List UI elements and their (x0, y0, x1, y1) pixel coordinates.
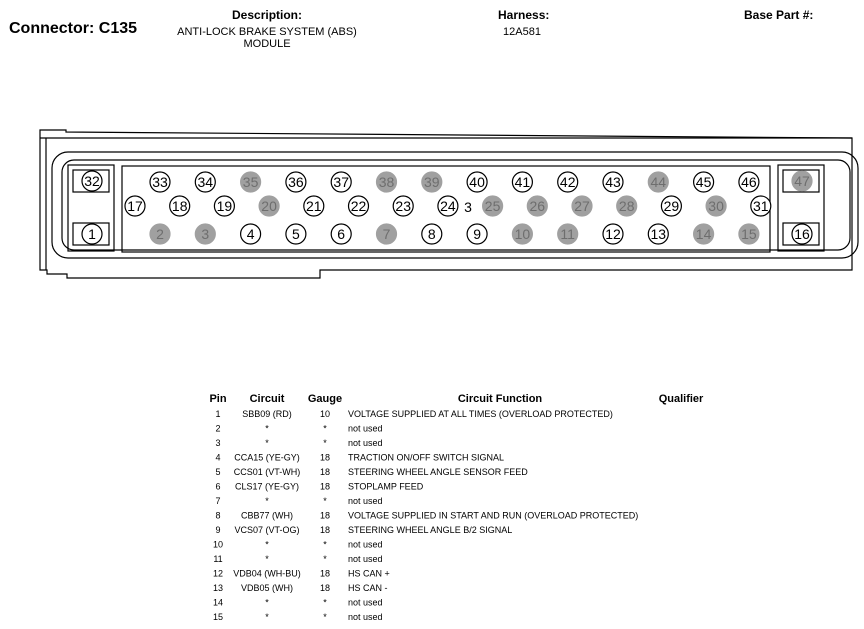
cell-gauge: 18 (319, 583, 331, 593)
cell-gauge: * (323, 597, 327, 608)
pin-number: 6 (337, 226, 346, 242)
harness-label: Harness: (498, 8, 550, 22)
cell-pin: 6 (215, 481, 221, 492)
pin-number: 4 (246, 226, 255, 242)
description-label: Description: (232, 8, 303, 22)
pin-number: 39 (424, 174, 440, 190)
description-value (157, 26, 377, 50)
cell-gauge: 18 (319, 525, 331, 535)
pin-14 (694, 224, 714, 244)
base-part-label: Base Part #: (744, 8, 814, 22)
key-mark: 3 (464, 199, 472, 215)
cell-function: TRACTION ON/OFF SWITCH SIGNAL (348, 452, 505, 463)
table-row (215, 511, 638, 521)
pin-number: 41 (514, 174, 531, 190)
cell-pin: 4 (215, 452, 221, 463)
header-circuit-function: Circuit Function (457, 393, 543, 405)
pin-19 (214, 196, 234, 216)
cell-gauge: 18 (319, 510, 331, 521)
cell-function: not used (348, 496, 383, 506)
pin-21 (304, 196, 324, 216)
pin-36 (286, 172, 306, 192)
table-row (215, 453, 504, 463)
cell-gauge: 18 (319, 467, 331, 477)
pin-number: 12 (605, 226, 621, 242)
pin-8 (422, 224, 442, 244)
cell-pin: 3 (215, 438, 221, 448)
pin-22 (349, 196, 369, 216)
pin-26 (527, 196, 547, 216)
pin-44 (648, 172, 668, 192)
cell-circuit: CCA15 (YE-GY) (234, 452, 300, 463)
pin-25 (483, 196, 503, 216)
pin-45 (694, 172, 714, 192)
cell-gauge: 10 (319, 409, 331, 419)
header-pin: Pin (209, 393, 227, 405)
cell-pin: 8 (215, 510, 221, 521)
cell-gauge: * (323, 612, 327, 622)
pin-27 (572, 196, 592, 216)
cell-circuit: * (265, 423, 269, 434)
pin-42 (558, 172, 578, 192)
pin-number: 26 (529, 198, 546, 214)
pin-3 (195, 224, 215, 244)
pin-number: 29 (663, 198, 680, 214)
pin-number: 32 (84, 173, 100, 189)
pin-number: 2 (156, 226, 164, 242)
table-row (213, 540, 383, 550)
table-row (215, 482, 423, 492)
pin-46 (739, 172, 759, 192)
pin-number: 14 (695, 226, 712, 242)
pin-number: 7 (382, 226, 391, 242)
pin-number: 20 (261, 198, 277, 214)
cell-function: VOLTAGE SUPPLIED IN START AND RUN (OVERLOAD PROTECTED) (348, 510, 639, 521)
cell-circuit: * (265, 438, 269, 448)
pin-17 (125, 196, 145, 216)
cell-circuit: VCS07 (VT-OG) (234, 525, 300, 535)
pin-23 (393, 196, 413, 216)
description-line-2: MODULE (243, 38, 291, 50)
table-row (213, 583, 388, 593)
cell-circuit: * (265, 597, 269, 608)
pin-number: 31 (753, 198, 769, 214)
table-header (209, 393, 704, 405)
pin-29 (661, 196, 681, 216)
pin-number: 19 (216, 198, 233, 214)
cell-function: VOLTAGE SUPPLIED AT ALL TIMES (OVERLOAD PROTECTED) (348, 409, 613, 419)
table-row (213, 554, 382, 564)
table-row (215, 467, 528, 477)
pin-number: 22 (350, 198, 367, 214)
cell-function: HS CAN + (348, 568, 390, 579)
pin-number: 40 (469, 174, 485, 190)
pin-number: 33 (152, 174, 168, 190)
cell-function: not used (348, 438, 383, 448)
cell-circuit: CCS01 (VT-WH) (233, 467, 301, 477)
cell-gauge: * (323, 554, 327, 564)
pin-number: 36 (288, 174, 304, 190)
pin-number: 37 (333, 174, 349, 190)
cell-circuit: CLS17 (YE-GY) (234, 481, 300, 492)
pin-2 (150, 224, 170, 244)
pin-5 (286, 224, 306, 244)
pin-39 (422, 172, 442, 192)
cell-function: HS CAN - (348, 583, 388, 593)
connector-title: Connector: C135 (9, 20, 138, 37)
header-gauge: Gauge (307, 393, 343, 405)
pin-24 (438, 196, 458, 216)
cell-function: STEERING WHEEL ANGLE SENSOR FEED (348, 467, 528, 477)
cell-pin: 14 (212, 597, 224, 608)
pin-number: 47 (794, 173, 810, 189)
pin-number: 23 (395, 198, 411, 214)
pin-47 (792, 171, 812, 191)
pin-16 (792, 224, 812, 244)
pin-number: 18 (171, 198, 188, 214)
pin-32 (82, 171, 102, 191)
pin-31 (751, 196, 771, 216)
pin-41 (512, 172, 532, 192)
pin-number: 38 (378, 174, 395, 190)
pin-number: 3 (201, 226, 210, 242)
pin-6 (331, 224, 351, 244)
pin-13 (648, 224, 668, 244)
cell-gauge: * (323, 423, 327, 434)
pin-number: 27 (574, 198, 590, 214)
cell-pin: 2 (215, 423, 221, 434)
pin-number: 44 (650, 174, 667, 190)
table-row (215, 438, 382, 448)
pin-18 (170, 196, 190, 216)
header-circuit: Circuit (249, 393, 285, 405)
pin-number: 8 (427, 226, 436, 242)
pin-40 (467, 172, 487, 192)
cell-circuit: SBB09 (RD) (242, 409, 292, 419)
cell-pin: 7 (215, 496, 221, 506)
table-row (215, 496, 382, 506)
table-row (213, 598, 383, 608)
cell-pin: 5 (215, 467, 221, 477)
cell-function: not used (348, 597, 383, 608)
pin-number: 25 (484, 198, 501, 214)
pin-number: 11 (560, 226, 575, 242)
cell-gauge: * (323, 496, 327, 506)
pin-30 (706, 196, 726, 216)
cell-pin: 10 (212, 539, 224, 550)
table-row (215, 424, 382, 434)
cell-function: STEERING WHEEL ANGLE B/2 SIGNAL (348, 525, 513, 535)
pin-10 (512, 224, 532, 244)
cell-circuit: VDB04 (WH-BU) (233, 568, 301, 579)
pin-number: 46 (741, 174, 757, 190)
pin-37 (331, 172, 351, 192)
header-qualifier: Qualifier (658, 393, 704, 405)
pin-7 (377, 224, 397, 244)
table-row (215, 525, 512, 535)
pin-number: 16 (794, 226, 810, 242)
table-row (213, 612, 383, 622)
pin-43 (603, 172, 623, 192)
cell-function: STOPLAMP FEED (348, 481, 424, 492)
pin-number: 21 (306, 198, 322, 214)
cell-pin: 1 (215, 409, 221, 419)
cell-gauge: 18 (319, 452, 331, 463)
pin-number: 34 (197, 174, 214, 190)
cell-gauge: 18 (319, 481, 331, 492)
pin-4 (241, 224, 261, 244)
cell-circuit: * (265, 539, 269, 550)
cell-circuit: * (265, 496, 269, 506)
cell-gauge: * (323, 438, 327, 448)
cell-function: not used (348, 539, 383, 550)
cell-pin: 12 (212, 568, 224, 579)
table-body (213, 409, 638, 622)
cell-gauge: * (323, 539, 327, 550)
connector-pins (82, 171, 812, 244)
pin-number: 42 (559, 174, 576, 190)
cell-circuit: CBB77 (WH) (240, 510, 294, 521)
cell-pin: 13 (212, 583, 224, 593)
cell-pin: 15 (212, 612, 224, 622)
cell-pin: 11 (213, 554, 223, 564)
pin-9 (467, 224, 487, 244)
pin-11 (558, 224, 578, 244)
pin-number: 9 (473, 226, 481, 242)
pin-number: 45 (695, 174, 712, 190)
pin-number: 24 (440, 198, 456, 214)
description-line-1: ANTI-LOCK BRAKE SYSTEM (ABS) (177, 26, 357, 38)
cell-circuit: VDB05 (WH) (240, 583, 294, 593)
pin-33 (150, 172, 170, 192)
cell-function: not used (348, 612, 383, 622)
pin-12 (603, 224, 623, 244)
table-row (213, 569, 390, 579)
connector-face-diagram (0, 120, 864, 290)
cell-circuit: * (265, 554, 269, 564)
cell-function: not used (348, 423, 383, 434)
pin-number: 30 (708, 198, 724, 214)
cell-circuit: * (265, 612, 269, 622)
pin-number: 13 (650, 226, 667, 242)
pin-number: 15 (741, 226, 757, 242)
pin-20 (259, 196, 279, 216)
cell-function: not used (348, 554, 383, 564)
cell-pin: 9 (215, 525, 221, 535)
table-row (215, 409, 612, 419)
pin-35 (241, 172, 261, 192)
pin-table (0, 388, 864, 629)
harness-value: 12A581 (503, 26, 541, 38)
pin-34 (195, 172, 215, 192)
pin-number: 35 (242, 174, 259, 190)
pin-number: 10 (514, 226, 531, 242)
pin-number: 28 (618, 198, 635, 214)
pin-15 (739, 224, 759, 244)
pin-number: 1 (88, 226, 96, 242)
pin-number: 17 (127, 198, 143, 214)
pin-28 (617, 196, 637, 216)
cell-gauge: 18 (319, 568, 331, 579)
pin-number: 43 (605, 174, 621, 190)
pin-number: 5 (292, 226, 300, 242)
pin-1 (82, 224, 102, 244)
pin-38 (377, 172, 397, 192)
